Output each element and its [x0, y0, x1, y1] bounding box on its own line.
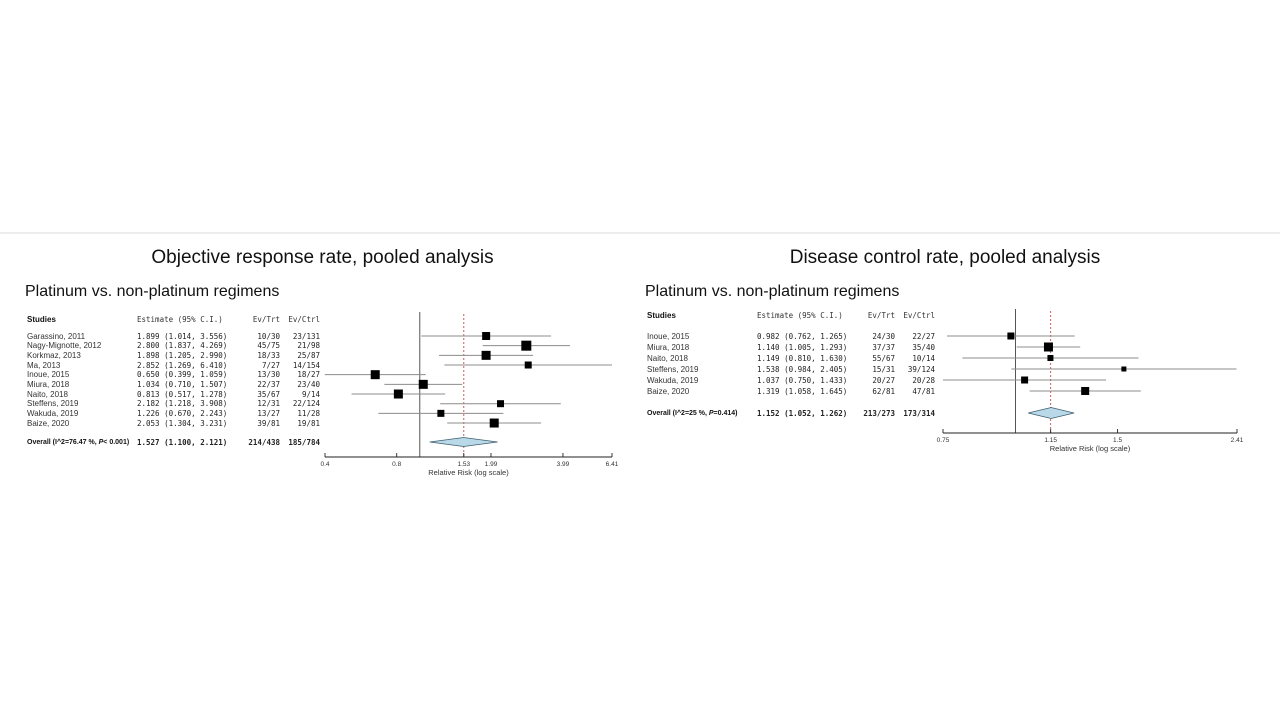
estimate-marker	[497, 400, 504, 407]
estimate-text: 2.182 (1.218, 3.908)	[137, 399, 228, 409]
estimate-marker	[1081, 387, 1089, 395]
estimate-marker	[1044, 343, 1053, 352]
ev-trt-value: 39/81	[257, 418, 280, 428]
column-header-studies: Studies	[647, 310, 676, 320]
estimate-marker	[1121, 367, 1126, 372]
study-row	[27, 351, 357, 360]
study-label: Nagy-Mignotte, 2012	[27, 341, 102, 351]
study-row	[647, 343, 977, 352]
ev-ctrl-value: 22/124	[292, 399, 320, 409]
x-axis-tick-label: 3.99	[556, 461, 570, 468]
estimate-text: 0.813 (0.517, 1.278)	[137, 389, 228, 399]
x-axis-tick-label: 0.8	[392, 461, 402, 468]
left-chart-subtitle: Platinum vs. non-platinum regimens	[25, 283, 280, 300]
estimate-text: 0.982 (0.762, 1.265)	[757, 331, 848, 341]
ev-ctrl-value: 25/87	[297, 350, 320, 360]
overall-row	[647, 409, 977, 418]
overall-ev-trt: 214/438	[248, 437, 280, 447]
x-axis-tick-label: 0.4	[320, 461, 330, 468]
x-axis-tick-label: 2.41	[1230, 437, 1244, 444]
study-label: Baize, 2020	[647, 386, 690, 396]
ev-ctrl-value: 9/14	[301, 389, 320, 399]
overall-diamond	[430, 438, 498, 447]
estimate-text: 1.898 (1.205, 2.990)	[137, 350, 228, 360]
estimate-text: 1.149 (0.810, 1.630)	[757, 353, 848, 363]
column-header-evctrl: Ev/Ctrl	[288, 314, 320, 324]
column-header-evctrl: Ev/Ctrl	[903, 310, 935, 320]
estimate-marker	[437, 410, 444, 417]
estimate-marker	[1047, 355, 1053, 361]
overall-label-pvalue: P=0.414)	[708, 409, 738, 417]
ev-ctrl-value: 20/28	[912, 375, 935, 385]
estimate-marker	[1021, 377, 1028, 384]
study-row	[647, 376, 977, 385]
column-header-evtrt: Ev/Trt	[252, 314, 280, 324]
estimate-marker	[521, 341, 531, 351]
ev-trt-value: 15/31	[872, 364, 895, 374]
right-chart-title: Disease control rate, pooled analysis	[789, 247, 1101, 268]
estimate-marker	[394, 390, 403, 399]
estimate-text: 2.800 (1.837, 4.269)	[137, 341, 228, 351]
estimate-text: 1.226 (0.670, 2.243)	[137, 408, 228, 418]
x-axis-tick-label: 1.99	[484, 461, 498, 468]
overall-label-prefix: Overall (I^2=76.47 %,	[27, 438, 99, 446]
study-label: Inoue, 2015	[647, 331, 690, 341]
study-row	[27, 361, 357, 370]
overall-row	[27, 438, 357, 447]
study-row	[647, 365, 977, 374]
estimate-text: 2.053 (1.304, 3.231)	[137, 418, 228, 428]
estimate-text: 1.037 (0.750, 1.433)	[757, 375, 848, 385]
study-label: Steffens, 2019	[647, 364, 699, 374]
ev-ctrl-value: 47/81	[912, 386, 935, 396]
x-axis-tick-label: 1.53	[457, 461, 471, 468]
estimate-marker	[490, 419, 499, 428]
ev-ctrl-value: 10/14	[912, 353, 935, 363]
ev-trt-value: 12/31	[257, 399, 280, 409]
table-header-row	[27, 315, 357, 324]
x-axis-label: Relative Risk (log scale)	[1049, 444, 1131, 453]
study-label: Wakuda, 2019	[27, 408, 79, 418]
study-row	[27, 341, 357, 350]
study-row	[27, 409, 357, 418]
study-label: Baize, 2020	[27, 418, 70, 428]
ev-trt-value: 35/67	[257, 389, 280, 399]
ev-ctrl-value: 19/81	[297, 418, 320, 428]
study-label: Naito, 2018	[27, 389, 68, 399]
ev-ctrl-value: 14/154	[292, 360, 320, 370]
estimate-text: 2.852 (1.269, 6.410)	[137, 360, 228, 370]
study-label: Garassino, 2011	[27, 331, 86, 341]
ev-trt-value: 13/30	[257, 370, 280, 380]
study-label: Miura, 2018	[27, 379, 70, 389]
study-label: Steffens, 2019	[27, 399, 79, 409]
ev-trt-value: 7/27	[261, 360, 280, 370]
overall-ev-ctrl: 185/784	[288, 437, 320, 447]
x-axis-tick-label: 1.15	[1044, 437, 1057, 444]
overall-ev-trt: 213/273	[863, 408, 895, 418]
estimate-marker	[419, 380, 428, 389]
estimate-marker	[482, 351, 491, 360]
ev-trt-value: 24/30	[872, 331, 895, 341]
study-row	[647, 354, 977, 363]
estimate-text: 0.650 (0.399, 1.059)	[137, 370, 228, 380]
column-header-evtrt: Ev/Trt	[867, 310, 895, 320]
left-chart-title: Objective response rate, pooled analysis	[151, 247, 494, 268]
ev-ctrl-value: 21/98	[297, 341, 320, 351]
overall-label	[27, 438, 129, 447]
ev-ctrl-value: 39/124	[907, 364, 935, 374]
ev-trt-value: 45/75	[257, 341, 280, 351]
right-chart-subtitle: Platinum vs. non-platinum regimens	[645, 283, 900, 300]
overall-estimate-text: 1.152 (1.052, 1.262)	[757, 408, 848, 418]
overall-label	[647, 409, 737, 418]
estimate-marker	[482, 332, 490, 340]
estimate-text: 1.899 (1.014, 3.556)	[137, 331, 228, 341]
estimate-text: 1.140 (1.005, 1.293)	[757, 342, 848, 352]
study-row	[27, 370, 357, 379]
estimate-text: 1.319 (1.058, 1.645)	[757, 386, 848, 396]
study-label: Naito, 2018	[647, 353, 688, 363]
study-label: Korkmaz, 2013	[27, 350, 81, 360]
table-header-row	[647, 311, 977, 320]
ev-trt-value: 37/37	[872, 342, 895, 352]
ev-trt-value: 55/67	[872, 353, 895, 363]
column-header-estimate: Estimate (95% C.I.)	[757, 310, 843, 320]
x-axis-tick-label: 1.5	[1113, 437, 1123, 444]
ev-trt-value: 20/27	[872, 375, 895, 385]
overall-ev-ctrl: 173/314	[903, 408, 935, 418]
study-row	[27, 399, 357, 408]
slide-top-divider	[0, 232, 1280, 234]
overall-label-prefix: Overall (I^2=25 %,	[647, 409, 709, 417]
ev-trt-value: 18/33	[257, 350, 280, 360]
study-row	[27, 419, 357, 428]
estimate-marker	[525, 362, 532, 369]
column-header-estimate: Estimate (95% C.I.)	[137, 314, 223, 324]
x-axis-tick-label: 0.75	[936, 437, 950, 444]
estimate-text: 1.538 (0.984, 2.405)	[757, 364, 848, 374]
ev-trt-value: 22/37	[257, 379, 280, 389]
study-label: Miura, 2018	[647, 342, 690, 352]
study-label: Inoue, 2015	[27, 370, 70, 380]
ev-ctrl-value: 23/40	[297, 379, 320, 389]
estimate-marker	[371, 370, 380, 379]
overall-diamond	[1028, 408, 1074, 419]
x-axis-tick-label: 6.41	[605, 461, 619, 468]
ev-ctrl-value: 11/28	[297, 408, 320, 418]
study-row	[27, 380, 357, 389]
overall-estimate-text: 1.527 (1.100, 2.121)	[137, 437, 228, 447]
study-row	[27, 390, 357, 399]
ev-ctrl-value: 23/131	[292, 331, 320, 341]
overall-label-pvalue: P< 0.001)	[98, 438, 130, 446]
study-row	[27, 332, 357, 341]
estimate-text: 1.034 (0.710, 1.507)	[137, 379, 228, 389]
ev-trt-value: 13/27	[257, 408, 280, 418]
study-label: Ma, 2013	[27, 360, 61, 370]
estimate-marker	[1007, 333, 1014, 340]
column-header-studies: Studies	[27, 314, 56, 324]
ev-ctrl-value: 35/40	[912, 342, 935, 352]
study-row	[647, 332, 977, 341]
ev-ctrl-value: 18/27	[297, 370, 320, 380]
study-row	[647, 387, 977, 396]
study-label: Wakuda, 2019	[647, 375, 699, 385]
ev-trt-value: 62/81	[872, 386, 895, 396]
x-axis-label: Relative Risk (log scale)	[428, 468, 509, 477]
ev-ctrl-value: 22/27	[912, 331, 935, 341]
ev-trt-value: 10/30	[257, 331, 280, 341]
